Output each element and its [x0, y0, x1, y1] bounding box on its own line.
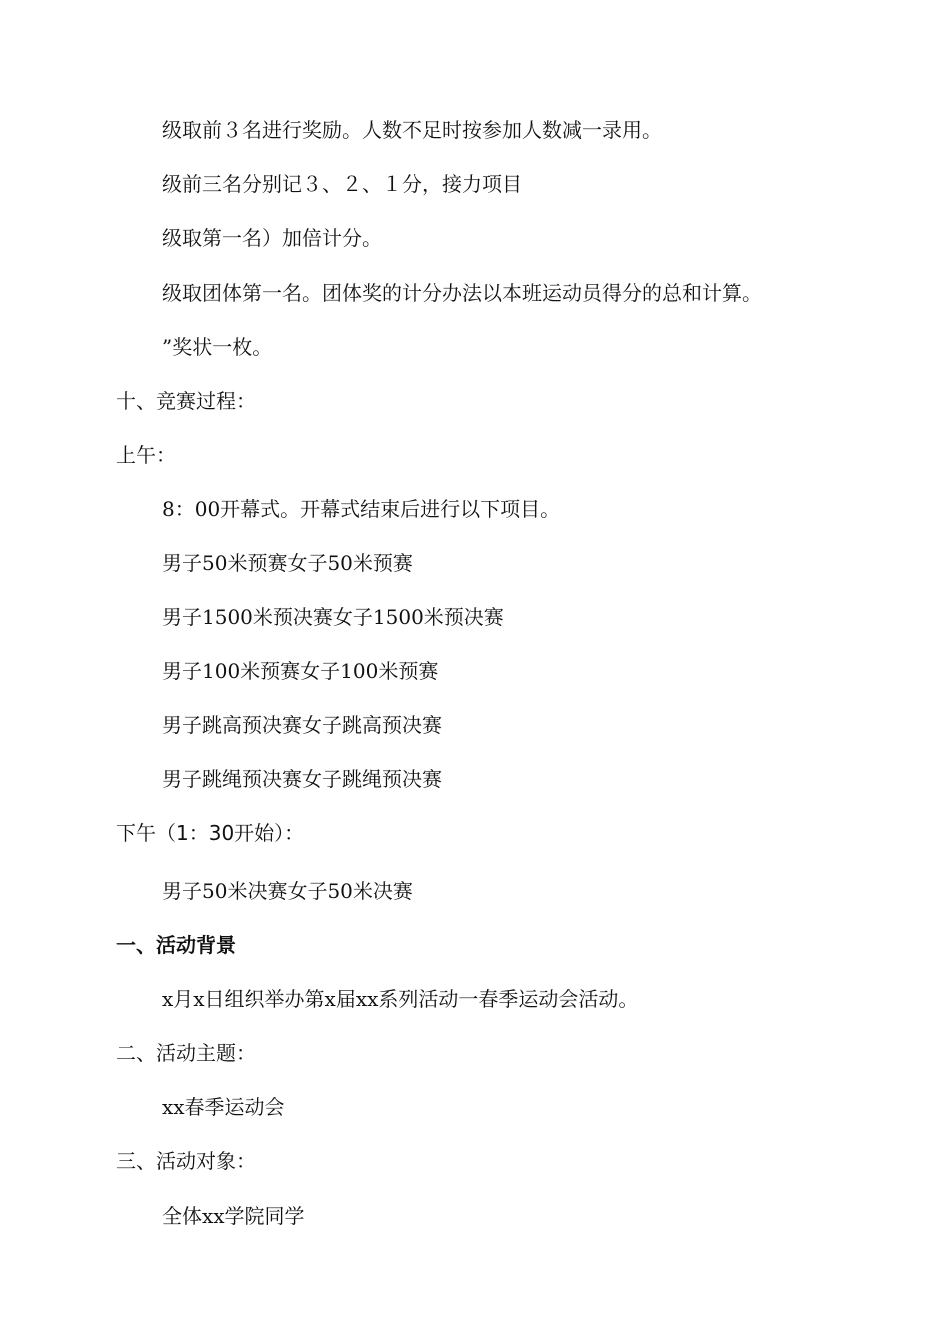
award-rule-4: 级取团体第一名。团体奖的计分办法以本班运动员得分的总和计算。	[162, 281, 762, 305]
award-rule-1: 级取前３名进行奖励。人数不足时按参加人数减一录用。	[162, 118, 662, 142]
morning-label: 上午：	[116, 443, 176, 467]
award-rule-2: 级前三名分别记３、２、１分，接力项目	[162, 172, 522, 196]
section-heading-target: 三、活动对象：	[116, 1149, 256, 1173]
award-rule-5: ”奖状一枚。	[162, 335, 273, 359]
schedule-item: 男子50米预赛女子50米预赛	[162, 551, 413, 575]
background-text: x月x日组织举办第x届xx系列活动一春季运动会活动。	[162, 987, 639, 1011]
schedule-item: 8：00开幕式。开幕式结束后进行以下项目。	[162, 497, 561, 521]
section-heading-theme: 二、活动主题：	[116, 1041, 256, 1065]
afternoon-label: 下午（1：30开始）：	[116, 821, 305, 845]
schedule-item: 男子100米预赛女子100米预赛	[162, 659, 439, 683]
award-rule-3: 级取第一名）加倍计分。	[162, 226, 382, 250]
target-text: 全体xx学院同学	[162, 1204, 305, 1228]
section-heading-background: 一、活动背景	[116, 933, 236, 957]
schedule-item: 男子跳高预决赛女子跳高预决赛	[162, 713, 442, 737]
theme-text: xx春季运动会	[162, 1095, 285, 1119]
schedule-item: 男子1500米预决赛女子1500米预决赛	[162, 605, 504, 629]
section-heading-process: 十、竞赛过程：	[116, 389, 256, 413]
schedule-item: 男子跳绳预决赛女子跳绳预决赛	[162, 767, 442, 791]
schedule-item: 男子50米决赛女子50米决赛	[162, 879, 413, 903]
